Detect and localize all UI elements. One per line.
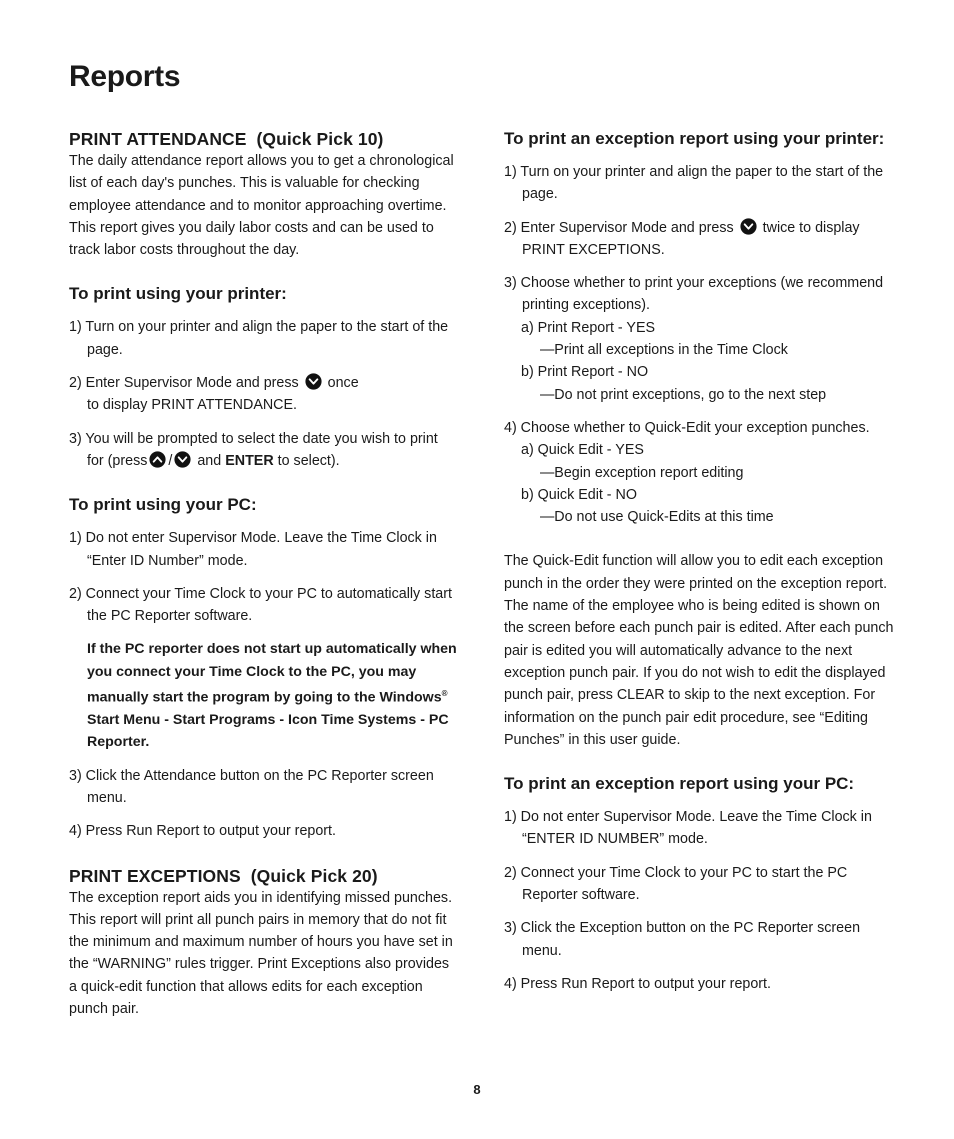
- print-printer-heading: To print using your printer:: [69, 284, 287, 304]
- step-3-option-b-desc: —Do not print exceptions, go to the next step: [540, 386, 827, 403]
- printer-step-3-slash: /: [168, 452, 173, 469]
- printer-step-3-text-b: to select).: [277, 452, 340, 469]
- exception-printer-heading: To print an exception report using your printer:: [504, 129, 885, 148]
- printer-step-3-text-a: 3) You will be prompted to select the date you wish to print for (press: [69, 430, 438, 469]
- page-title: Reports: [69, 60, 181, 93]
- up-arrow-key-icon: [149, 451, 166, 468]
- print-attendance-heading: PRINT ATTENDANCE (Quick Pick 10): [69, 129, 384, 149]
- down-arrow-key-icon: [740, 218, 757, 235]
- registered-mark: ®: [441, 689, 448, 699]
- exception-pc-step-1: 1) Do not enter Supervisor Mode. Leave the Time Clock in “ENTER ID NUMBER” mode.: [504, 809, 872, 848]
- pc-step-1: 1) Do not enter Supervisor Mode. Leave the Time Clock in “Enter ID Number” mode.: [69, 530, 437, 569]
- page-number: 8: [473, 1082, 481, 1097]
- print-exceptions-intro: The exception report aids you in identifying missed punches. This report will print all punch pairs in memory that do not fit the minimum and maximum number of hours you have set in the “WARNING” rules trigger. Print Exceptions also provides a quick-edit function that allows edits for each exception punch pair.: [69, 889, 453, 1018]
- exception-step-2-text-b: twice to display PRINT EXCEPTIONS.: [522, 219, 860, 258]
- pc-reporter-note: [69, 638, 457, 753]
- exception-pc-step-2: 2) Connect your Time Clock to your PC to start the PC Reporter software.: [504, 864, 848, 904]
- printer-step-2: [69, 372, 457, 417]
- step-3-option-b: b) Print Report - NO: [521, 364, 649, 381]
- enter-key-label: ENTER: [225, 452, 274, 469]
- printer-step-1: 1) Turn on your printer and align the paper to the start of the page.: [69, 319, 449, 358]
- step-4-option-b: b) Quick Edit - NO: [521, 486, 637, 503]
- pc-step-2: 2) Connect your Time Clock to your PC to automatically start the PC Reporter software.: [69, 585, 452, 625]
- print-pc-heading: To print using your PC:: [69, 495, 257, 515]
- print-exceptions-heading: PRINT EXCEPTIONS (Quick Pick 20): [69, 865, 378, 886]
- exception-pc-step-3: 3) Click the Exception button on the PC Reporter screen menu.: [504, 920, 861, 959]
- printer-step-2-text-b: once: [327, 375, 359, 392]
- quick-edit-description: The Quick-Edit function will allow you to edit each exception punch in the order they were printed on the exception report. The name of the employee who is being edited is shown on the screen before each punch pair is edited. After each punch pair is edited you will automatically advance to the next exception punch pair. If you do not wish to edit the displayed punch pair, press CLEAR to skip to the next exception. For information on the punch pair edit procedure, see “Editing Punches” in this user guide.: [504, 553, 894, 748]
- printer-step-2-text-a: 2) Enter Supervisor Mode and press: [69, 375, 299, 392]
- left-column: [69, 128, 457, 1020]
- right-column: [504, 128, 899, 995]
- pc-note-text-a: If the PC reporter does not start up automatically when you connect your Time Clock to the PC, you may manually start the program by going to the Windows: [87, 641, 457, 706]
- printer-step-2-text-c: to display PRINT ATTENDANCE.: [87, 397, 298, 414]
- down-arrow-key-icon: [305, 373, 322, 390]
- exception-printer-step-1: 1) Turn on your printer and align the paper to the start of the page.: [504, 164, 884, 203]
- exception-printer-step-3: 3) Choose whether to print your exceptions (we recommend printing exceptions).: [504, 275, 884, 314]
- pc-step-4: 4) Press Run Report to output your report.: [69, 823, 337, 840]
- print-attendance-intro: The daily attendance report allows you to get a chronological list of each day's punches. This is valuable for checking employee attendance and to monitor approaching overtime. This report gives you daily labor costs and can be used to track labor costs throughout the day.: [69, 153, 454, 259]
- printer-step-3-and: and: [197, 452, 222, 469]
- step-4-option-b-desc: —Do not use Quick-Edits at this time: [540, 509, 774, 526]
- step-4-option-a-desc: —Begin exception report editing: [540, 464, 744, 481]
- exception-pc-heading: To print an exception report using your PC:: [504, 774, 855, 794]
- pc-note-text-b: Start Menu - Start Programs - Icon Time Systems - PC Reporter.: [87, 712, 449, 751]
- down-arrow-key-icon: [174, 451, 191, 468]
- step-4-option-a: a) Quick Edit - YES: [521, 442, 644, 459]
- exception-step-2-text-a: 2) Enter Supervisor Mode and press: [504, 219, 734, 236]
- step-3-option-a: a) Print Report - YES: [521, 319, 656, 336]
- pc-step-3: 3) Click the Attendance button on the PC Reporter screen menu.: [69, 767, 434, 806]
- exception-printer-step-4: 4) Choose whether to Quick-Edit your exception punches.: [504, 419, 870, 436]
- step-3-option-a-desc: —Print all exceptions in the Time Clock: [540, 342, 788, 359]
- printer-step-3: [69, 428, 457, 473]
- exception-pc-step-4: 4) Press Run Report to output your report.: [504, 975, 772, 992]
- exception-printer-step-2: [504, 217, 899, 262]
